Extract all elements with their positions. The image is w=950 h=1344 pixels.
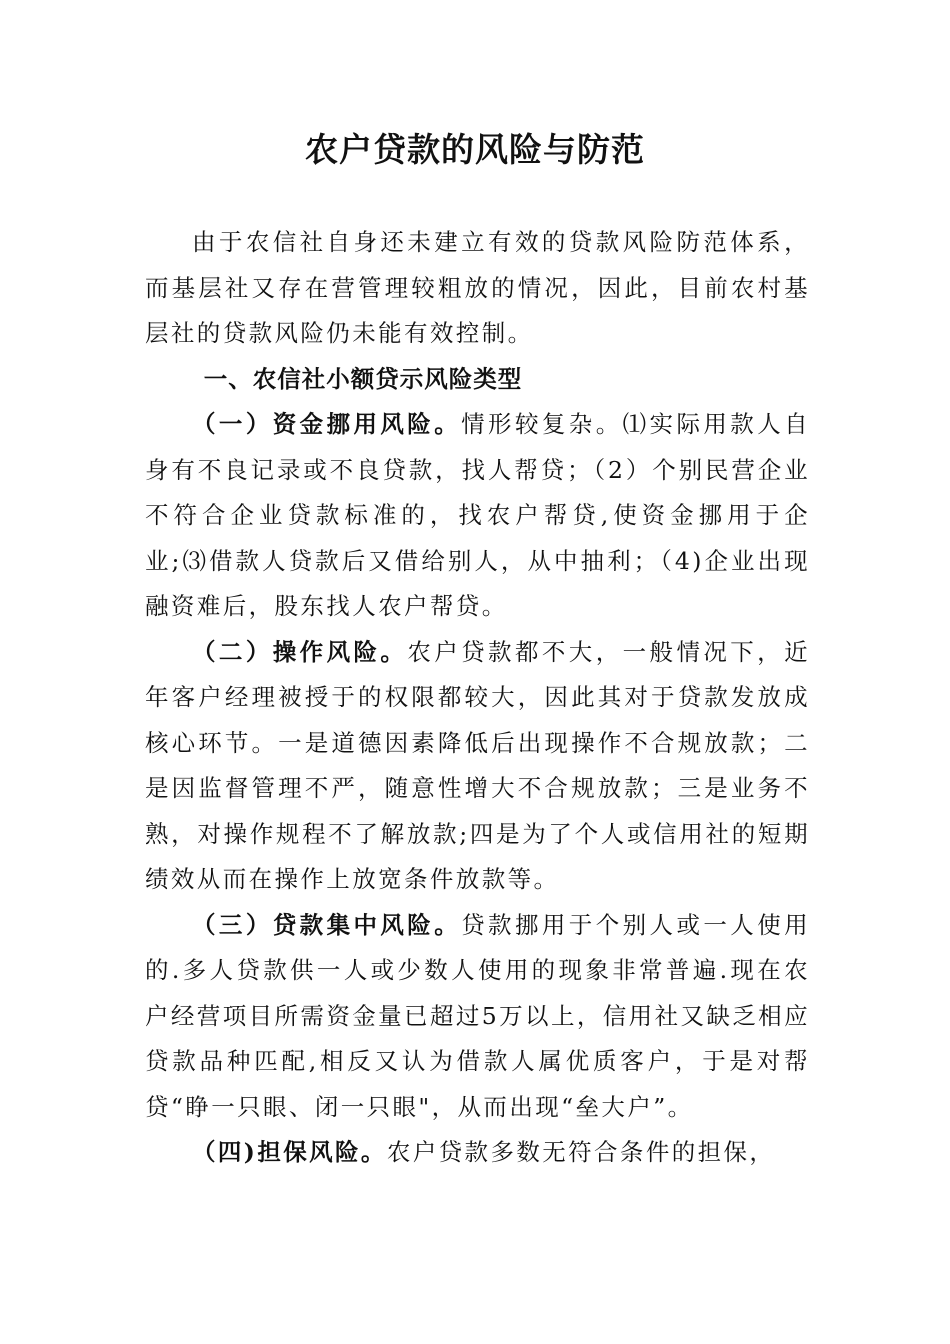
item-lead-2: （二）操作风险。 bbox=[192, 637, 408, 666]
item-text-3: 贷款挪用于个别人或一人使用的.多人贷款供一人或少数人使用的现象非常普遍.现在农户经营项目所需资金量已超过5万以上，信用社又缺乏相应贷款品种匹配,相反又认为借款人属优质客户，于是对帮贷“睁一只眼、闭一只眼"，从而出现“垒大户”。 bbox=[145, 910, 811, 1121]
item-paragraph-4 bbox=[145, 1130, 810, 1176]
item-text-4: 农户贷款多数无符合条件的担保， bbox=[386, 1138, 776, 1166]
section-heading: 一、农信社小额贷示风险类型 bbox=[203, 364, 523, 393]
item-lead-3: （三）贷款集中风险。 bbox=[192, 910, 462, 939]
item-paragraph-1 bbox=[145, 402, 810, 630]
item-paragraph-2 bbox=[145, 630, 810, 903]
item-paragraph-3 bbox=[145, 903, 810, 1131]
item-text-2: 农户贷款都不大，一般情况下，近年客户经理被授于的权限都较大，因此其对于贷款发放成核心环节。一是道德因素降低后出现操作不合规放款；二是因监督管理不严，随意性增大不合规放款；三是业务不熟，对操作规程不了解放款;四是为了个人或信用社的短期绩效从而在操作上放宽条件放款等。 bbox=[145, 637, 811, 893]
document-title: 农户贷款的风险与防范 bbox=[305, 130, 645, 169]
item-lead-4: （四)担保风险。 bbox=[192, 1138, 387, 1166]
document-body bbox=[145, 220, 810, 1176]
item-lead-1: （一）资金挪用风险。 bbox=[192, 410, 462, 438]
item-text-1: 情形较复杂。⑴实际用款人自身有不良记录或不良贷款，找人帮贷；（2）个别民营企业不符合企业贷款标准的，找农户帮贷,使资金挪用于企业;⑶借款人贷款后又借给别人，从中抽利；（4)企业出现融资难后，股东找人农户帮贷。 bbox=[145, 410, 811, 620]
intro-paragraph: 由于农信社自身还未建立有效的贷款风险防范体系，而基层社又存在营管理较粗放的情况，因此，目前农村基层社的贷款风险仍未能有效控制。 bbox=[145, 228, 810, 347]
